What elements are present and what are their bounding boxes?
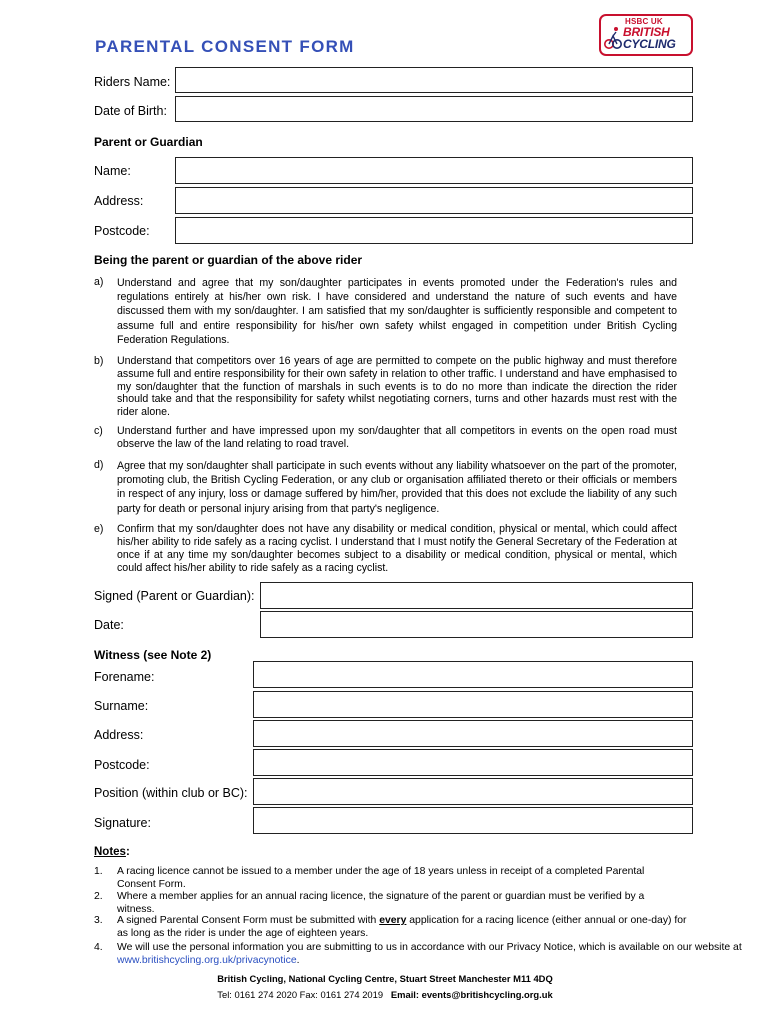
footer-contact: Tel: 0161 274 2020 Fax: 0161 274 2019 Email: events@britishcycling.org.uk xyxy=(217,989,553,1000)
witness-signature-field[interactable] xyxy=(253,807,693,834)
witness-address-field-1[interactable] xyxy=(253,720,693,747)
witness-address-field-2[interactable] xyxy=(253,749,693,776)
declaration-heading: Being the parent or guardian of the above rider xyxy=(94,253,363,267)
british-cycling-logo xyxy=(599,14,693,56)
note-1-marker: 1. xyxy=(94,866,103,877)
witness-signature-label: Signature: xyxy=(94,816,151,830)
logo-text-british: BRITISH xyxy=(623,25,670,39)
witness-postcode-label: Postcode: xyxy=(94,758,150,772)
witness-position-field[interactable] xyxy=(253,778,693,805)
item-e-marker: e) xyxy=(94,523,104,535)
witness-address-label: Address: xyxy=(94,728,144,742)
logo-sponsor-text: HSBC UK xyxy=(625,17,663,26)
logo-text-cycling: CYCLING xyxy=(623,37,676,51)
parent-address-field[interactable] xyxy=(175,187,693,214)
parent-name-label: Name: xyxy=(94,164,131,178)
dob-field[interactable] xyxy=(175,96,693,122)
declaration-item-a: Understand and agree that my son/daughter participates in events promoted under the Federation's rules and regulations entirely at his/her own risk. I have considered and understand the nature of such events and have discussed them with my son/daughter. I am satisfied that my son/daughter is sufficiently responsible and competent to assume full and entire responsibility for his/her own safety whilst engaged in competition under British Cycling Federation Regulations. xyxy=(117,277,677,346)
item-b-marker: b) xyxy=(94,355,104,367)
item-a-marker: a) xyxy=(94,276,104,288)
signed-label: Signed (Parent or Guardian): xyxy=(94,589,255,603)
item-c-marker: c) xyxy=(94,425,103,437)
signed-field[interactable] xyxy=(260,582,693,609)
witness-surname-label: Surname: xyxy=(94,699,149,713)
declaration-item-b: Understand that competitors over 16 years of age are permitted to compete on the public highway and must therefore assume full and entire responsibility for their own safety in relation to other traffic. I understand and have emphasised to my son/daughter that the function of marshals in such events is to do no more than indicate the direction the rider should take and that the responsibility for safety whilst negotiating corners, turns and other hazards must rest with the rider alone. xyxy=(117,355,677,419)
note-3-emphasis: every xyxy=(379,915,407,926)
parent-heading: Parent or Guardian xyxy=(94,135,203,149)
declaration-item-d: Agree that my son/daughter shall participate in such events without any liability whatsoever on the part of the promoter, promoting club, the British Cycling Federation, or any club or organisation affiliated thereto or their officials or members in respect of any injury, loss or damage suffered by him/her, provided that this does not exclude the liability of any such party for death or personal injury arising from that party's negligence. xyxy=(117,460,677,515)
witness-forename-field[interactable] xyxy=(253,661,693,688)
note-2-text: Where a member applies for an annual racing licence, the signature of the parent or guardian must be verified by a witness. xyxy=(117,891,645,915)
witness-surname-field[interactable] xyxy=(253,691,693,718)
dob-label: Date of Birth: xyxy=(94,104,167,118)
riders-name-label: Riders Name: xyxy=(94,75,171,89)
note-4-text: We will use the personal information you are submitting to us in accordance with our Privacy Notice, which is available on our website at www.britishcycling.org.uk/privacynotice. xyxy=(117,942,742,966)
date-field[interactable] xyxy=(260,611,693,638)
date-label: Date: xyxy=(94,618,124,632)
declaration-item-e: Confirm that my son/daughter does not have any disability or medical condition, physical or mental, which could affect his/her ability to ride safely as a racing cyclist. I understand that I must notify the General Secretary of the Federation at once if at any time my son/daughter becomes subject to a disability or medical condition, physical or mental, which could affect his/her ability to ride safely as a racing cyclist. xyxy=(117,523,677,574)
note-1-text: A racing licence cannot be issued to a member under the age of 18 years unless in receipt of a completed Parental Consent Form. xyxy=(117,866,645,890)
note-2-marker: 2. xyxy=(94,891,103,902)
footer-email: Email: events@britishcycling.org.uk xyxy=(390,989,553,1000)
witness-heading: Witness (see Note 2) xyxy=(94,648,212,662)
footer-address: British Cycling, National Cycling Centre, Stuart Street Manchester M11 4DQ xyxy=(217,973,553,984)
note-4-marker: 4. xyxy=(94,942,103,953)
witness-position-label: Position (within club or BC): xyxy=(94,786,248,800)
parent-postcode-field[interactable] xyxy=(175,217,693,244)
parent-postcode-label: Postcode: xyxy=(94,224,150,238)
parent-name-field[interactable] xyxy=(175,157,693,184)
witness-forename-label: Forename: xyxy=(94,670,155,684)
declaration-item-c: Understand further and have impressed upon my son/daughter that all competitors in events on the open road must observe the law of the land relating to road travel. xyxy=(117,425,677,450)
cyclist-icon xyxy=(604,25,622,51)
note-3-text: A signed Parental Consent Form must be submitted with every application for a racing licence (either annual or one-day) for as long as the rider is under the age of eighteen years. xyxy=(117,915,687,939)
note-3-marker: 3. xyxy=(94,915,103,926)
parent-address-label: Address: xyxy=(94,194,144,208)
notes-heading: Notes: xyxy=(94,846,130,858)
privacy-notice-link[interactable]: www.britishcycling.org.uk/privacynotice xyxy=(117,954,297,966)
page-title: PARENTAL CONSENT FORM xyxy=(95,37,355,56)
riders-name-field[interactable] xyxy=(175,67,693,93)
item-d-marker: d) xyxy=(94,459,104,471)
